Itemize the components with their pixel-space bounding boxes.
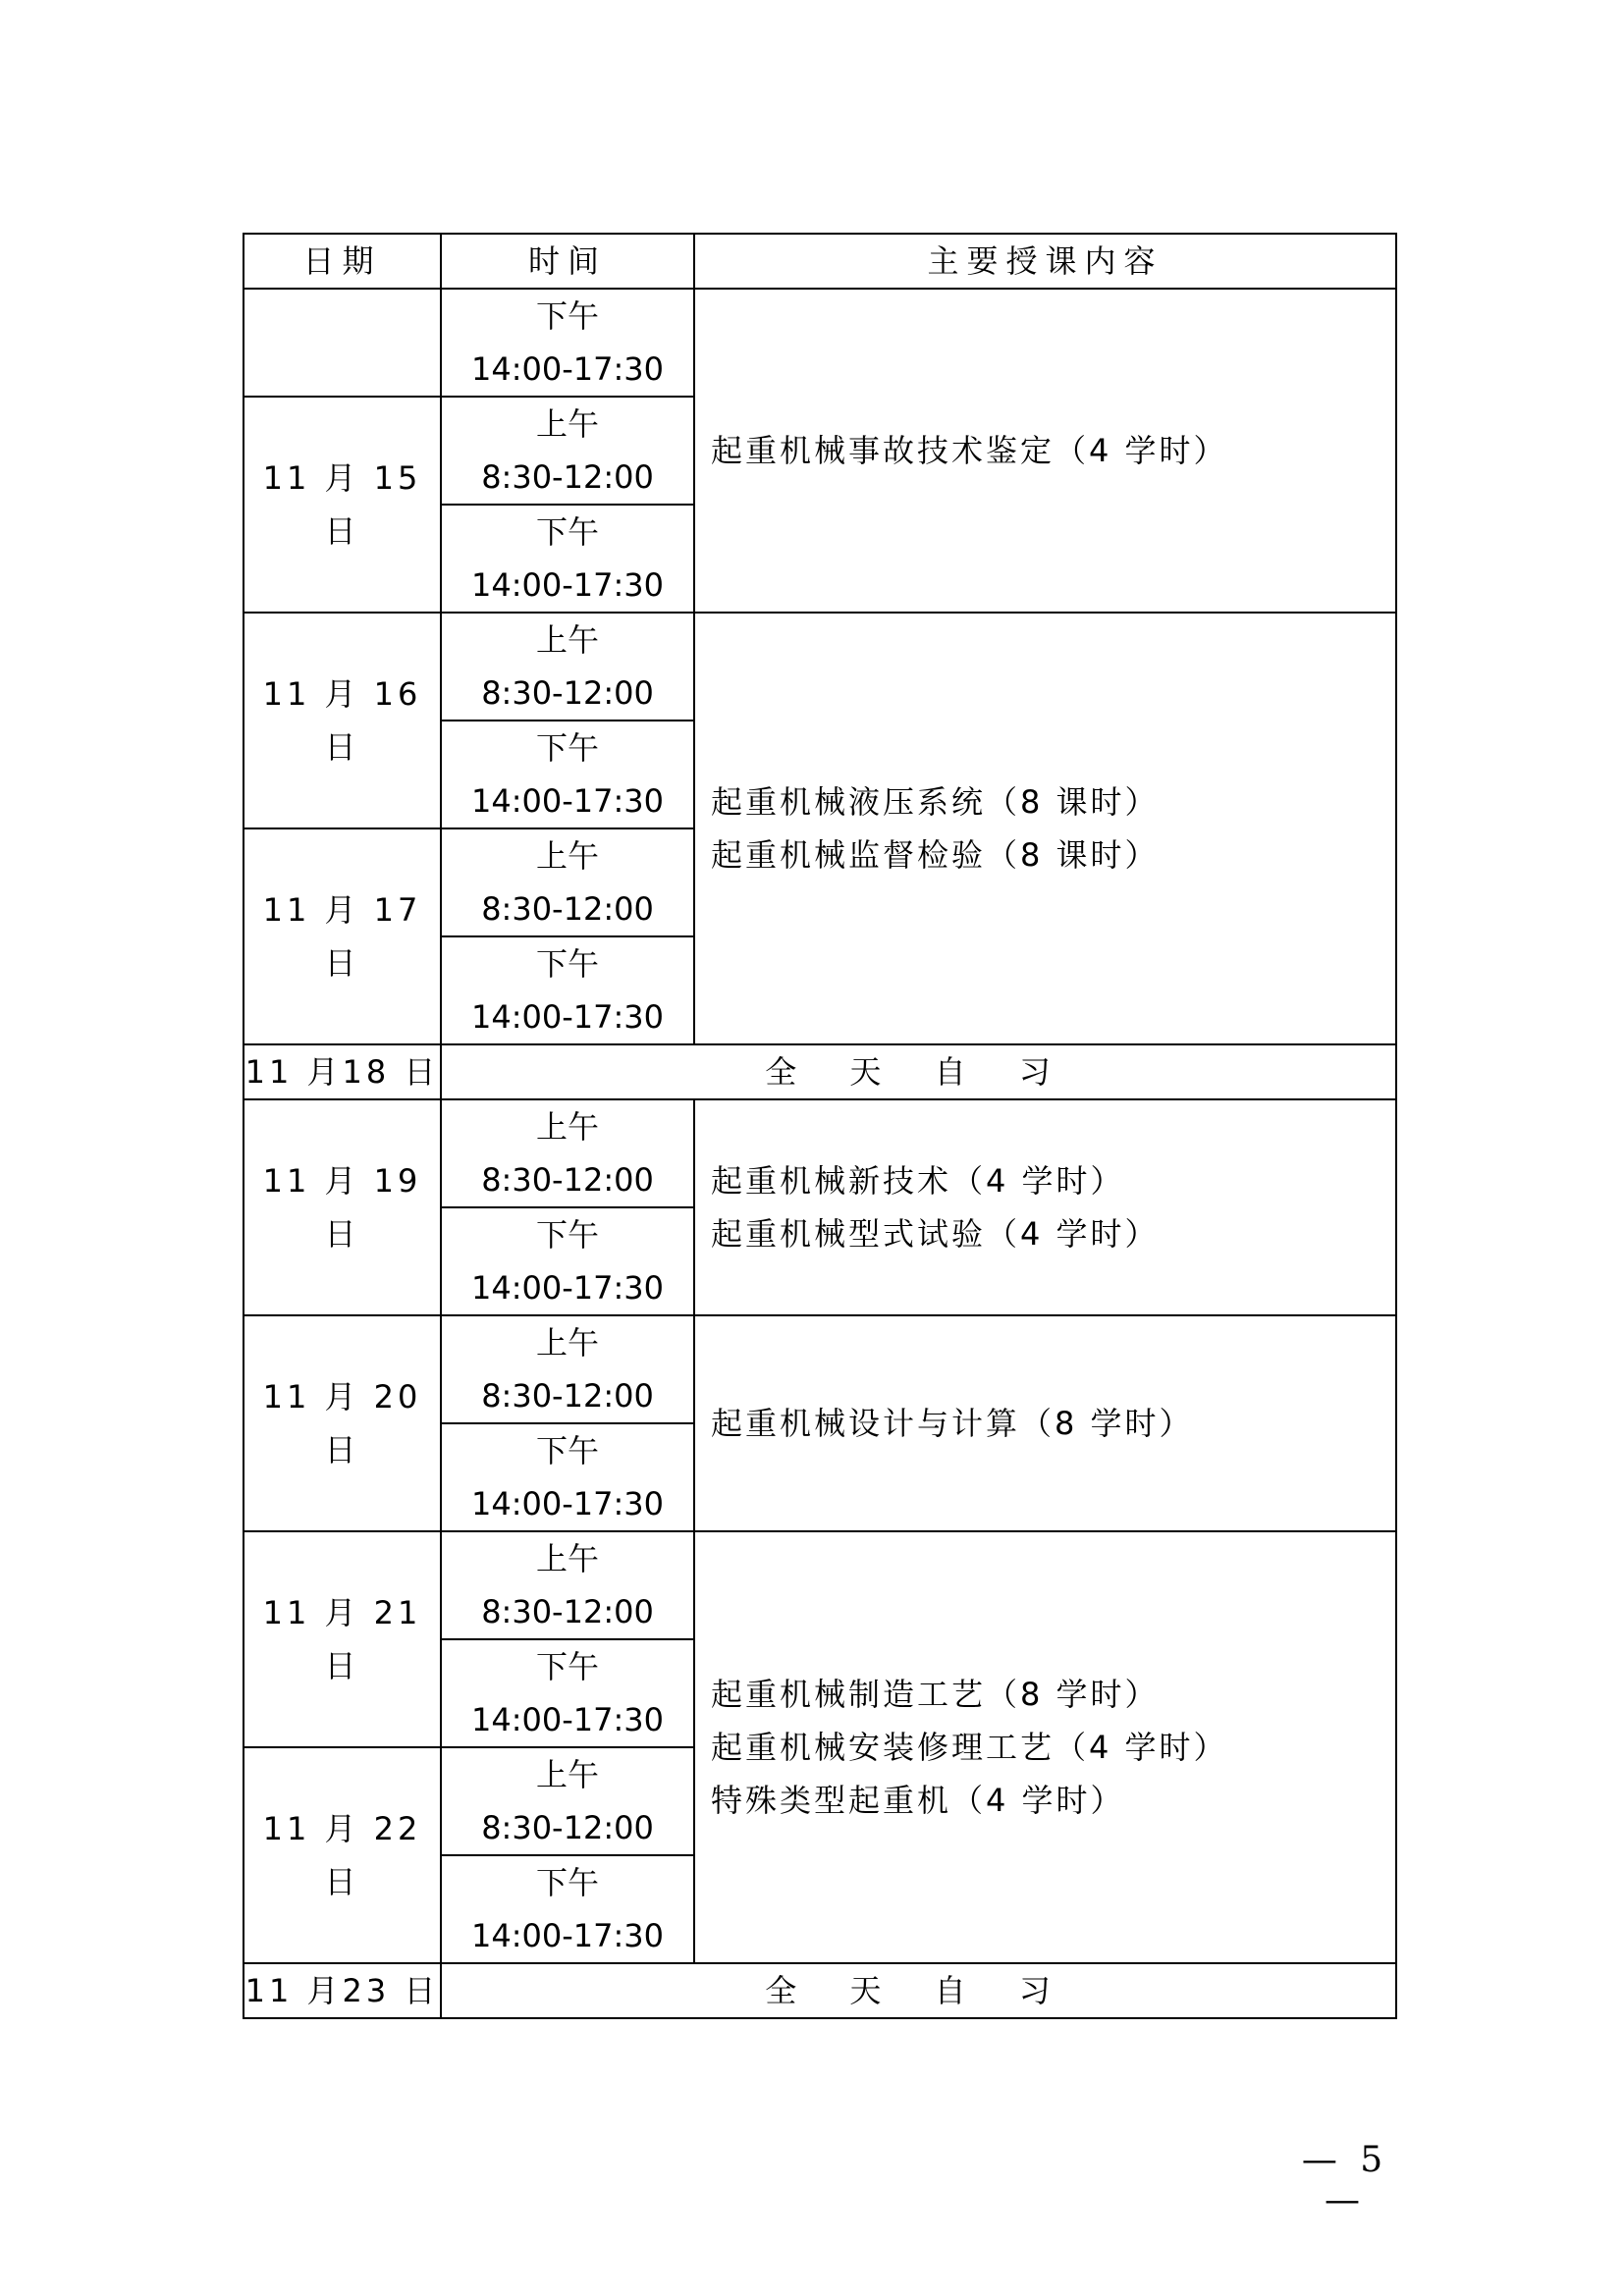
- date-cell: 11 月23 日: [244, 1963, 441, 2018]
- session-time: 8:30-12:00: [481, 458, 654, 496]
- date-cell: 11 月 17 日: [244, 828, 441, 1044]
- content-cell: [694, 1315, 1396, 1531]
- session-label: 下午: [535, 945, 599, 983]
- time-cell: [441, 1639, 694, 1747]
- session-label: 下午: [535, 513, 599, 551]
- time-cell: [441, 397, 694, 505]
- table-row: [244, 289, 1396, 397]
- header-time: 时间: [441, 234, 694, 289]
- time-cell: [441, 289, 694, 397]
- date-cell: 11 月 15 日: [244, 397, 441, 613]
- time-cell: [441, 1531, 694, 1639]
- session-label: 下午: [535, 1216, 599, 1254]
- session-time: 14:00-17:30: [471, 1917, 664, 1954]
- header-content: 主要授课内容: [694, 234, 1396, 289]
- session-time: 14:00-17:30: [471, 1701, 664, 1738]
- session-label: 下午: [535, 1648, 599, 1685]
- date-cell: 11 月 20 日: [244, 1315, 441, 1531]
- session-label: 下午: [535, 297, 599, 335]
- session-time: 14:00-17:30: [471, 350, 664, 388]
- time-cell: [441, 721, 694, 828]
- time-cell: [441, 1207, 694, 1315]
- header-row: [244, 234, 1396, 289]
- page-number: — 5 —: [1301, 2140, 1389, 2220]
- schedule-table: [243, 233, 1397, 2019]
- date-cell-empty: [244, 289, 441, 397]
- content-cell: [694, 1099, 1396, 1315]
- session-label: 下午: [535, 1432, 599, 1469]
- session-label: 上午: [535, 1756, 599, 1793]
- session-time: 8:30-12:00: [481, 1593, 654, 1630]
- table-row: [244, 1315, 1396, 1423]
- session-time: 8:30-12:00: [481, 1377, 654, 1415]
- date-cell: 11 月 21 日: [244, 1531, 441, 1747]
- session-label: 上午: [535, 1324, 599, 1362]
- session-label: 上午: [535, 837, 599, 875]
- session-time: 14:00-17:30: [471, 998, 664, 1036]
- time-cell: [441, 505, 694, 613]
- session-time: 14:00-17:30: [471, 1485, 664, 1522]
- content-cell: [694, 289, 1396, 613]
- table-row: [244, 1044, 1396, 1099]
- time-cell: [441, 1423, 694, 1531]
- course-item: 特殊类型起重机（4 学时）: [711, 1782, 1125, 1819]
- self-study-cell: 全 天 自 习: [441, 1044, 1396, 1099]
- course-item: 起重机械液压系统（8 课时）: [711, 783, 1160, 821]
- table-row: [244, 1099, 1396, 1207]
- header-date: 日期: [244, 234, 441, 289]
- time-cell: [441, 613, 694, 721]
- session-time: 14:00-17:30: [471, 566, 664, 604]
- time-cell: [441, 1747, 694, 1855]
- time-cell: [441, 1099, 694, 1207]
- course-item: 起重机械设计与计算（8 学时）: [711, 1405, 1194, 1442]
- session-label: 上午: [535, 621, 599, 659]
- course-item: 起重机械制造工艺（8 学时）: [711, 1676, 1160, 1713]
- content-cell: [694, 613, 1396, 1044]
- table-row: [244, 1531, 1396, 1639]
- table-row: [244, 1963, 1396, 2018]
- date-cell: 11 月 16 日: [244, 613, 441, 828]
- session-time: 14:00-17:30: [471, 1269, 664, 1307]
- date-cell: 11 月 19 日: [244, 1099, 441, 1315]
- session-label: 下午: [535, 729, 599, 767]
- self-study-cell: 全 天 自 习: [441, 1963, 1396, 2018]
- session-label: 下午: [535, 1864, 599, 1901]
- course-item: 起重机械新技术（4 学时）: [711, 1162, 1125, 1200]
- course-item: 起重机械事故技术鉴定（4 学时）: [711, 432, 1228, 469]
- session-label: 上午: [535, 1540, 599, 1577]
- time-cell: [441, 828, 694, 936]
- time-cell: [441, 1315, 694, 1423]
- session-time: 14:00-17:30: [471, 782, 664, 820]
- date-cell: 11 月 22 日: [244, 1747, 441, 1963]
- session-time: 8:30-12:00: [481, 674, 654, 712]
- course-item: 起重机械安装修理工艺（4 学时）: [711, 1729, 1228, 1766]
- session-label: 上午: [535, 1108, 599, 1146]
- session-time: 8:30-12:00: [481, 890, 654, 928]
- time-cell: [441, 936, 694, 1044]
- table-row: [244, 613, 1396, 721]
- course-item: 起重机械监督检验（8 课时）: [711, 836, 1160, 874]
- content-cell: [694, 1531, 1396, 1963]
- session-time: 8:30-12:00: [481, 1161, 654, 1199]
- date-cell: 11 月18 日: [244, 1044, 441, 1099]
- course-item: 起重机械型式试验（4 学时）: [711, 1215, 1160, 1253]
- session-time: 8:30-12:00: [481, 1809, 654, 1846]
- session-label: 上午: [535, 405, 599, 443]
- time-cell: [441, 1855, 694, 1963]
